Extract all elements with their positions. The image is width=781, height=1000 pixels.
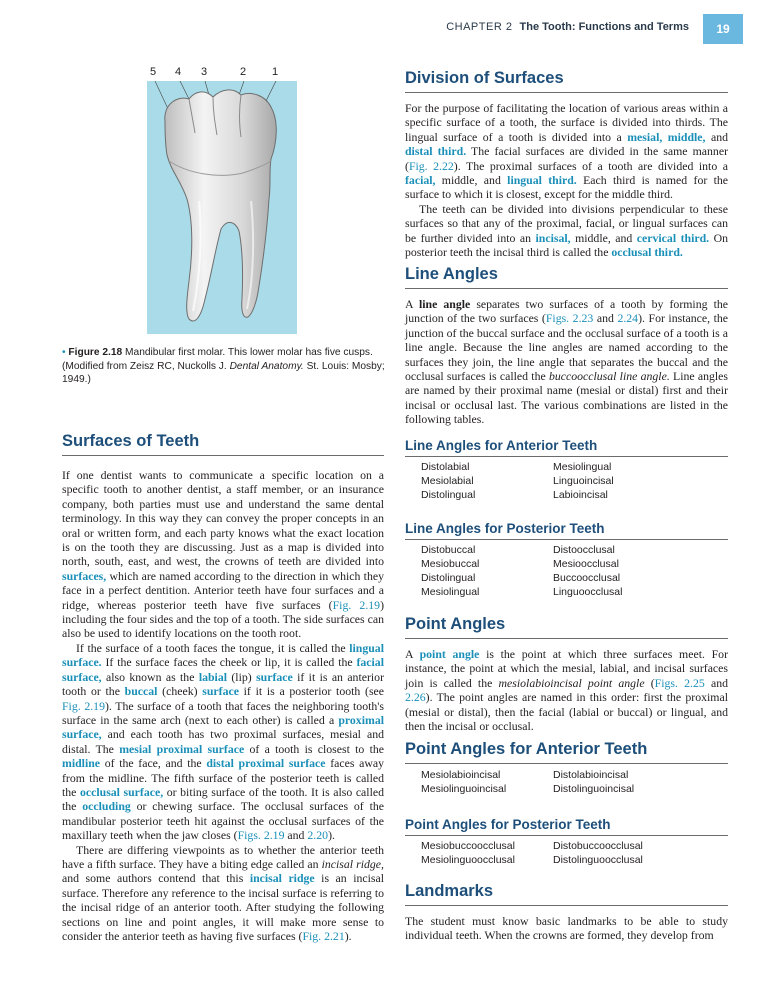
text-run: is an incisal surface. Therefore any reference to the incisal surface is referring to the incisal ridge of an anterior tooth. After studying the following sections on line and point angles, it will make more sense to consider the anterior teeth as having five surfaces ( [62, 871, 384, 943]
angle-name: Mesiobuccal [421, 558, 480, 570]
text-run: and [284, 828, 308, 843]
paragraph [62, 468, 384, 641]
key-term: cervical third. [636, 230, 710, 245]
posterior-point-angles [405, 817, 728, 836]
paragraph [405, 297, 728, 427]
subheading-anterior-line-angles: Line Angles for Anterior Teeth [405, 438, 598, 453]
heading-rule [405, 835, 728, 836]
table-column [553, 543, 622, 599]
page-number: 19 [703, 14, 743, 44]
table-column [421, 460, 475, 502]
angle-name: Distobuccoocclusal [553, 840, 643, 852]
text-run: of the face, and the [100, 756, 207, 771]
figure-reference-link[interactable]: Fig. 2.21 [302, 929, 345, 943]
key-term: incisal ridge [249, 871, 315, 886]
text-run: ). The surface of a tooth that faces the neighboring tooth's surface in the same arch (next to each other) is called a [62, 698, 384, 727]
header-text [446, 21, 689, 33]
text-run: faces away from the midline. The fifth surface of the posterior teeth is called the [62, 756, 384, 799]
figure-reference-link[interactable]: Figs. 2.23 [545, 311, 594, 326]
text-run: The student must know basic landmarks to be able to study individual teeth. When the crowns are formed, they develop from [405, 914, 728, 943]
angle-name: Mesiolinguoocclusal [421, 854, 515, 866]
anterior-line-angles [405, 438, 728, 457]
caption-italic: Dental Anatomy. [229, 360, 304, 372]
text-run: On posterior teeth the incisal third is called the [405, 230, 728, 260]
paragraph [62, 843, 384, 944]
text-run: and some authors contend that this [62, 871, 250, 886]
table-column [421, 839, 515, 867]
angle-name: Mesiolingual [553, 461, 612, 473]
text-run: of a tooth is closest to the [244, 741, 384, 756]
angle-name: Mesiolingual [421, 586, 480, 598]
angle-name: Distolinguoincisal [553, 783, 635, 795]
text-run: If the surface of a tooth faces the tongue, it is called the [76, 640, 350, 655]
paragraph [405, 101, 728, 202]
running-header [0, 14, 781, 44]
cusp-number: 5 [150, 66, 157, 78]
key-term: facial surface, [62, 655, 384, 684]
text-run: middle, and [435, 173, 508, 188]
figure-reference-link[interactable]: 2.24 [617, 311, 639, 326]
text-run: ). [344, 929, 352, 943]
heading-rule [405, 905, 728, 906]
section-heading-division: Division of Surfaces [405, 69, 564, 87]
text-run: if it is an anterior tooth or the [62, 669, 384, 699]
text-run: There are differing viewpoints as to whether the anterior teeth have a fifth surface. They have a biting edge called an [62, 842, 384, 871]
angle-name: Buccoocclusal [553, 572, 621, 584]
text-run: For the purpose of facilitating the location of various areas within a specific surface of a tooth, the surface is divided into thirds. The lingual surface of a tooth is divided into a [405, 101, 728, 144]
table-column [553, 768, 634, 796]
text-run: Each third is named for the surface to which it is closest, except for the middle third. [405, 173, 728, 202]
posterior-line-angles-table [421, 543, 721, 601]
key-term: labial [198, 669, 228, 684]
italic-term: buccoocclusal line angle. [548, 369, 670, 384]
figure-reference-link[interactable]: Figs. 2.25 [654, 675, 705, 690]
key-term: surfaces, [62, 568, 107, 583]
figure-reference-link[interactable]: Figs. 2.19 [237, 828, 285, 843]
anterior-point-angles-table [421, 768, 721, 798]
text-run: (lip) [227, 669, 257, 684]
figure-reference-link[interactable]: 2.26 [405, 690, 426, 705]
text-run: Line angles are named by their proximal name (mesial or distal) first and their incisal or occlusal last. The various combinations are listed in the following tables. [405, 369, 729, 427]
angle-name: Distolinguoocclusal [553, 854, 643, 866]
heading-rule [405, 539, 728, 540]
molar-illustration [147, 81, 297, 334]
text-run: (cheek) [157, 684, 203, 699]
section-heading-landmarks: Landmarks [405, 882, 494, 900]
figure-reference-link[interactable]: Fig. 2.19 [62, 698, 105, 713]
text-run: or chewing surface. The occlusal surfaces of the mandibular posterior teeth hit against the occlusal surfaces of the maxillary teeth when the jaw closes ( [62, 799, 384, 843]
heading-rule [405, 92, 728, 93]
key-term: point angle [419, 647, 480, 661]
text-run: A [405, 647, 420, 661]
key-term: occluding [82, 799, 131, 814]
angle-name: Mesiolabial [421, 475, 474, 487]
angle-name: Mesiolinguoincisal [421, 783, 507, 795]
figure-caption: • Figure 2.18 Mandibular first molar. This lower molar has five cusps. (Modified from Zeisz RC, Nuckolls J. Dental Anatomy. St. Louis: Mosby; 1949.) [62, 347, 385, 385]
point-angles-section [405, 615, 728, 733]
key-term: occlusal third. [611, 245, 683, 260]
key-term: facial, [405, 173, 436, 188]
cusp-number: 4 [175, 66, 182, 78]
angle-name: Linguoocclusal [553, 586, 623, 598]
text-run: and [593, 311, 618, 326]
subheading-posterior-line-angles: Line Angles for Posterior Teeth [405, 521, 605, 536]
angle-name: Mesiolabioincisal [421, 769, 501, 781]
cusp-number: 1 [272, 66, 279, 78]
figure-reference-link[interactable]: Fig. 2.19 [332, 597, 381, 612]
text-run: if it is a posterior tooth (see [238, 684, 385, 699]
text-run: ( [644, 675, 655, 690]
text-run: The teeth can be divided into divisions perpendicular to these surfaces so that any of the proximal, facial, or lingual surfaces can be further divided into an [405, 201, 728, 245]
paragraph [405, 914, 728, 943]
anterior-line-angles-table [421, 460, 721, 504]
angle-name: Linguoincisal [553, 475, 614, 487]
angle-name: Distoocclusal [553, 544, 615, 556]
anterior-point-angles [405, 740, 728, 764]
text-run: and [705, 129, 728, 144]
key-term: surface [256, 669, 293, 684]
key-term: occlusal surface, [79, 784, 164, 799]
paragraph [405, 647, 728, 733]
molar-figure [147, 81, 297, 334]
cusp-number: 2 [240, 66, 247, 78]
key-term: midline [62, 756, 101, 771]
key-term: incisal, [535, 230, 571, 245]
text-run: ) including the four sides and the top of a tooth. The side surfaces can also be used to identify locations on the tooth root. [62, 597, 384, 641]
key-term: proximal surface, [62, 712, 384, 742]
figure-reference-link[interactable]: Fig. 2.22 [408, 158, 454, 173]
heading-rule [405, 638, 728, 639]
key-term: buccal [124, 684, 158, 699]
key-term: mesial, [627, 129, 663, 144]
key-term: surface [202, 684, 239, 699]
text-run: which are named according to the direction in which they face in a perfect dentition. Anterior teeth have four surfaces and a ridge, whereas posterior teeth have five surfaces ( [62, 568, 384, 612]
table-column [553, 839, 643, 867]
italic-term: incisal ridge, [321, 856, 384, 871]
key-term: distal proximal surface [206, 756, 326, 771]
line-angles-section [405, 265, 728, 427]
angle-name: Distolingual [421, 489, 476, 501]
key-term: lingual surface. [62, 640, 384, 670]
italic-term: mesiolabioincisal point angle [498, 675, 645, 690]
heading-rule [405, 763, 728, 764]
text-run: If the surface faces the cheek or lip, it is called the [101, 655, 357, 670]
table-column [421, 768, 506, 796]
text-run: A [405, 297, 419, 311]
bold-term: line angle [418, 297, 471, 311]
angle-name: Mesioocclusal [553, 558, 619, 570]
text-run: ). The point angles are named in this order: first the proximal (mesial or distal), then the facial (labial or buccal) or lingual, and then the incisal or occlusal. [405, 690, 728, 734]
caption-label: Figure 2.18 [68, 347, 123, 358]
landmarks-section [405, 882, 728, 943]
text-run: is the point at which three surfaces meet. For instance, the point at which the mesial, labial, and incisal surfaces join is called the [405, 647, 729, 690]
text-run: and [704, 675, 728, 690]
text-run: If one dentist wants to communicate a specific location on a specific tooth to another dentist, a staff member, or an insurance company, both parties must use and understand the same dental terminology. In this way they can convey the proper concepts in an oral or written form, and each party knows what the exact location is on the tooth they are discussing. Just as a map is divided into north, south, east, and west, the crowns of teeth are divided into [62, 468, 384, 569]
text-run: separates two surfaces of a tooth by forming the junction of the two surfaces ( [405, 297, 728, 326]
subheading-anterior-point-angles: Point Angles for Anterior Teeth [405, 740, 648, 758]
angle-name: Distobuccal [421, 544, 476, 556]
key-term: lingual third. [507, 173, 577, 188]
surfaces-section [62, 432, 384, 943]
text-run: or biting surface of the tooth. It is also called the [62, 784, 384, 814]
paragraph [62, 641, 384, 843]
posterior-point-angles-table [421, 839, 721, 869]
text-run: middle, and [570, 230, 637, 245]
caption-tail: St. Louis: Mosby; 1949.) [62, 360, 385, 385]
text-run: and each tooth has two proximal surfaces, mesial and distal. The [62, 727, 384, 756]
text-run: The facial surfaces are divided in the same manner ( [405, 144, 728, 173]
key-term: middle, [667, 129, 706, 144]
table-column [553, 460, 614, 502]
heading-rule [405, 288, 728, 289]
caption-text: Mandibular first molar. This lower molar has five cusps. (Modified from Zeisz RC, Nuckolls J. [62, 347, 373, 372]
cusp-number: 3 [201, 66, 208, 78]
table-column [421, 543, 479, 599]
posterior-line-angles [405, 521, 728, 540]
angle-name: Distolabial [421, 461, 470, 473]
heading-rule [62, 455, 384, 456]
chapter-title: The Tooth: Functions and Terms [519, 21, 689, 33]
angle-name: Distolabioincisal [553, 769, 629, 781]
heading-rule [405, 456, 728, 457]
text-run: also known as the [101, 669, 199, 684]
text-run: ). The proximal surfaces of a tooth are divided into a [453, 158, 728, 173]
key-term: mesial proximal surface [119, 741, 245, 756]
angle-name: Labioincisal [553, 489, 608, 501]
division-section [405, 69, 728, 259]
subheading-posterior-point-angles: Point Angles for Posterior Teeth [405, 817, 611, 832]
angle-name: Distolingual [421, 572, 476, 584]
section-heading-line-angles: Line Angles [405, 265, 498, 283]
section-heading-point-angles: Point Angles [405, 615, 506, 633]
figure-reference-link[interactable]: 2.20 [307, 828, 329, 843]
angle-name: Mesiobuccoocclusal [421, 840, 515, 852]
paragraph [405, 202, 728, 260]
section-heading-surfaces: Surfaces of Teeth [62, 432, 200, 450]
text-run: ). [328, 828, 335, 843]
key-term: distal third. [405, 144, 467, 159]
text-run: ). For instance, the junction of the buccal surface and the occlusal surface of a tooth is a line angle. Because the line angles are named according to the surfaces they join, the line angle that separates the buccal and the occlusal surfaces is called the [405, 311, 728, 384]
chapter-label: CHAPTER 2 [446, 21, 513, 33]
